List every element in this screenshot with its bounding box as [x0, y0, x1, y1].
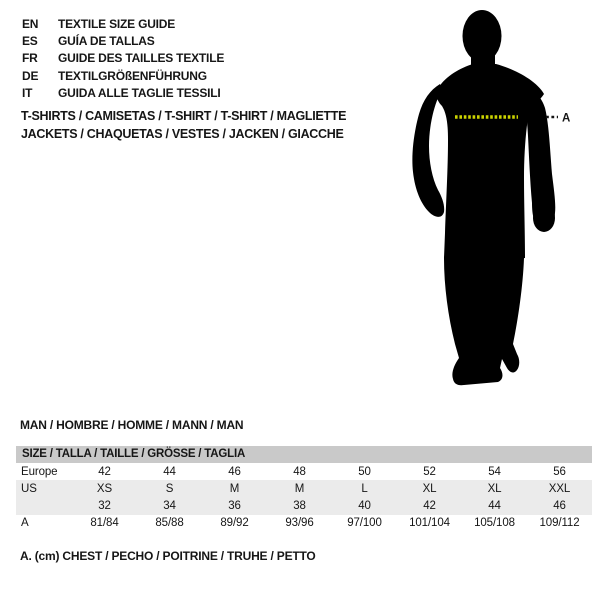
language-list [22, 15, 224, 102]
size-cell: 93/96 [285, 517, 314, 530]
size-cell: 42 [98, 465, 111, 478]
size-cell: 44 [488, 499, 501, 512]
language-code: IT [22, 86, 33, 101]
category-line-tshirts: T-SHIRTS / CAMISETAS / T-SHIRT / T-SHIRT / MAGLIETTE [21, 109, 347, 123]
size-cell: XL [487, 482, 502, 495]
language-code: ES [22, 34, 38, 49]
size-cell: XXL [548, 482, 571, 495]
man-silhouette-svg [378, 8, 578, 388]
size-cell: 97/100 [347, 517, 382, 530]
size-cell: 38 [293, 499, 306, 512]
size-cell: 36 [228, 499, 241, 512]
silhouette-legs [444, 248, 524, 385]
size-cell: XS [96, 482, 113, 495]
size-cell: 50 [358, 465, 371, 478]
silhouette-left-arm [412, 84, 444, 217]
size-cell: 105/108 [474, 517, 515, 530]
language-row [22, 32, 224, 49]
size-cell: XL [422, 482, 437, 495]
language-code: EN [22, 16, 39, 31]
size-cell: 101/104 [409, 517, 450, 530]
silhouette-right-hand [533, 204, 555, 232]
language-label: GUIDA ALLE TAGLIE TESSILI [58, 86, 221, 101]
table-row-chest-a [16, 515, 592, 532]
size-cell: 48 [293, 465, 306, 478]
size-cell: 40 [358, 499, 371, 512]
size-cell: M [229, 482, 240, 495]
size-cell: 52 [423, 465, 436, 478]
size-cell: 44 [163, 465, 176, 478]
size-cell: L [361, 482, 368, 495]
category-line-jackets: JACKETS / CHAQUETAS / VESTES / JACKEN / GIACCHE [21, 126, 344, 141]
size-cell: 46 [553, 499, 566, 512]
measure-label-a: A [562, 112, 571, 125]
row-label: A [21, 517, 29, 530]
size-cell: M [294, 482, 305, 495]
language-row [22, 15, 224, 32]
size-cell: 32 [98, 499, 111, 512]
size-table [16, 446, 592, 532]
language-row [22, 50, 224, 67]
language-row [22, 85, 224, 102]
table-row-numeric [16, 497, 592, 514]
size-cell: 89/92 [220, 517, 249, 530]
language-label: GUIDE DES TAILLES TEXTILE [58, 51, 225, 66]
language-row [22, 67, 224, 84]
size-cell: S [165, 482, 174, 495]
measurement-footnote: A. (cm) CHEST / PECHO / POITRINE / TRUHE / PETTO [20, 549, 316, 563]
language-code: DE [22, 68, 39, 83]
section-title-man: MAN / HOMBRE / HOMME / MANN / MAN [20, 418, 244, 432]
size-cell: 85/88 [155, 517, 184, 530]
language-label: TEXTILGRÖßENFÜHRUNG [58, 68, 207, 83]
size-cell: 42 [423, 499, 436, 512]
language-label: GUÍA DE TALLAS [58, 34, 155, 49]
size-cell: 81/84 [90, 517, 119, 530]
row-label: Europe [21, 465, 58, 478]
size-cell: 34 [163, 499, 176, 512]
garment-categories [21, 108, 346, 143]
size-cell: 54 [488, 465, 501, 478]
table-row-europe [16, 463, 592, 480]
size-cell: 109/112 [539, 517, 580, 530]
size-cell: 46 [228, 465, 241, 478]
size-table-header: SIZE / TALLA / TAILLE / GRÖSSE / TAGLIA [16, 446, 592, 463]
size-cell: 56 [553, 465, 566, 478]
row-label: US [21, 482, 37, 495]
language-label: TEXTILE SIZE GUIDE [58, 16, 176, 31]
table-row-us [16, 480, 592, 497]
language-code: FR [22, 51, 38, 66]
man-silhouette-figure [378, 8, 578, 388]
